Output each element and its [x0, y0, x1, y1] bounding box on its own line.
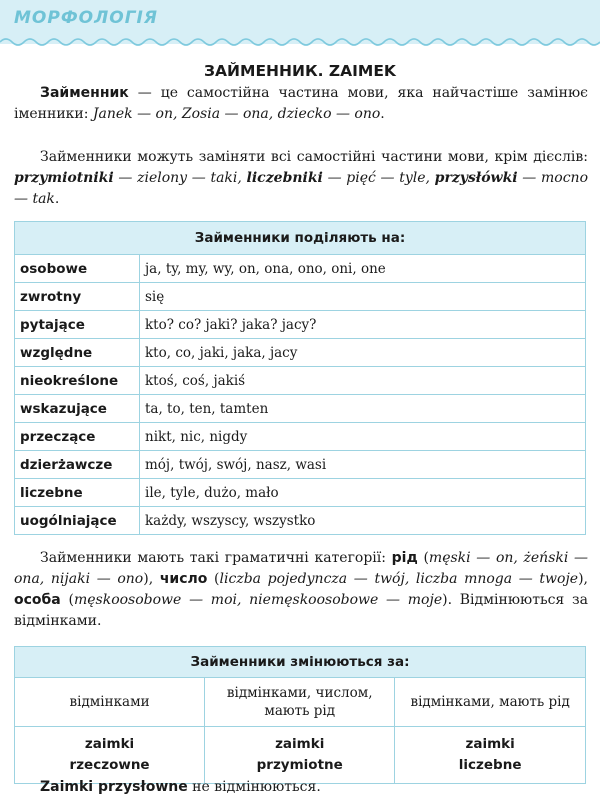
table-row: zaimki rzeczowne zaimki przymiotne zaimki liczebne — [15, 727, 586, 784]
page-title: ЗАЙМЕННИК. ZAIMEK — [204, 62, 396, 80]
replacement-paragraph: Займенники можуть заміняти всі самостійні частини мови, крім дієслів: przymiotniki — zielony — taki, liczebniki — pięć — tyle, przysłówki — mocno — tak. — [14, 149, 588, 207]
table-row: zwrotny się — [15, 283, 586, 311]
table-row: відмінками відмінками, числом, мають рід відмінками, мають рід — [15, 678, 586, 727]
person-label: особа — [14, 592, 61, 608]
definition-paragraph: Займенник — це самостійна частина мови, яка найчастіше замінює іменники: Janek — on, Zosia — ona, dziecko — ono. — [14, 85, 588, 122]
table-row: wskazujące ta, to, ten, tamten — [15, 395, 586, 423]
adjectives-term: przymiotniki — [14, 170, 114, 186]
categories-paragraph: Займенники мають такі граматичні категорії: рід (męski — on, żeński — ona, nijaki — ono), число (liczba pojedyncza — twój, liczba mnoga — twoje), особа (męskoosobowe — moi, niemęskoosobowe — moje). Відмінюються за відмінками. — [14, 550, 589, 629]
gender-label: рід — [391, 550, 418, 566]
table-row: nieokreślone ktoś, coś, jakiś — [15, 367, 586, 395]
numerals-term: liczebniki — [246, 170, 323, 186]
pronoun-change-table — [14, 646, 586, 784]
definition-examples: Janek — on, Zosia — ona, dziecko — ono — [92, 106, 381, 122]
pronoun-types-table — [14, 221, 586, 535]
types-table-header: Займенники поділяють на: — [15, 222, 586, 255]
final-note: Zaimki przysłowne не відмінюються. — [40, 779, 321, 795]
final-note-term: Zaimki przysłowne — [40, 779, 188, 795]
table-row: względne kto, co, jaki, jaka, jacy — [15, 339, 586, 367]
wave-divider — [0, 30, 600, 50]
change-table-header: Займенники змінюються за: — [15, 647, 586, 678]
table-row: dzierżawcze mój, twój, swój, nasz, wasi — [15, 451, 586, 479]
table-row: przeczące nikt, nic, nigdy — [15, 423, 586, 451]
number-label: число — [159, 571, 208, 587]
section-title: МОРФОЛОГІЯ — [14, 8, 158, 28]
adverbs-term: przysłówki — [434, 170, 518, 186]
definition-term: Займенник — [40, 85, 129, 101]
table-row: uogólniające każdy, wszyscy, wszystko — [15, 507, 586, 535]
table-row: liczebne ile, tyle, dużo, mało — [15, 479, 586, 507]
table-row: osobowe ja, ty, my, wy, on, ona, ono, oni, one — [15, 255, 586, 283]
table-row: pytające kto? co? jaki? jaka? jacy? — [15, 311, 586, 339]
